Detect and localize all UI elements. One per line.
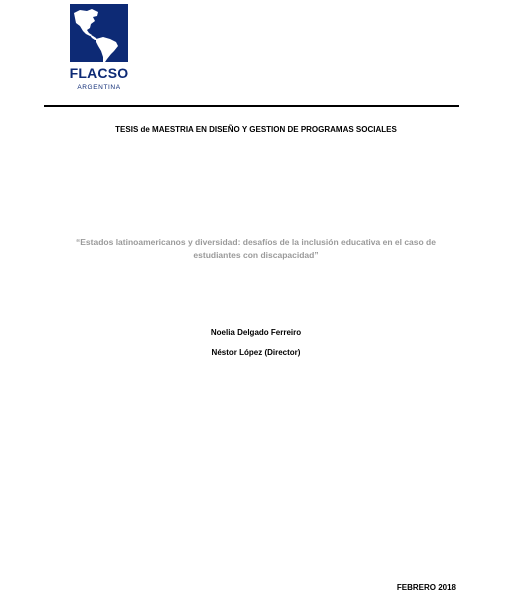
thesis-program-line: TESIS de MAESTRIA EN DISEÑO Y GESTION DE PROGRAMAS SOCIALES [115,125,397,134]
submission-date: FEBRERO 2018 [396,583,456,592]
author-name: Noelia Delgado Ferreiro [210,328,302,337]
director-name: Néstor López (Director) [211,348,301,357]
logo-subtitle: ARGENTINA [77,84,121,91]
americas-map-icon [70,4,128,62]
logo-name: FLACSO [69,65,129,81]
flacso-logo [66,4,140,94]
thesis-title: “Estados latinoamericanos y diversidad: desafíos de la inclusión educativa en el caso de estudiantes con discapacidad” [76,237,436,260]
header-divider [44,105,459,107]
